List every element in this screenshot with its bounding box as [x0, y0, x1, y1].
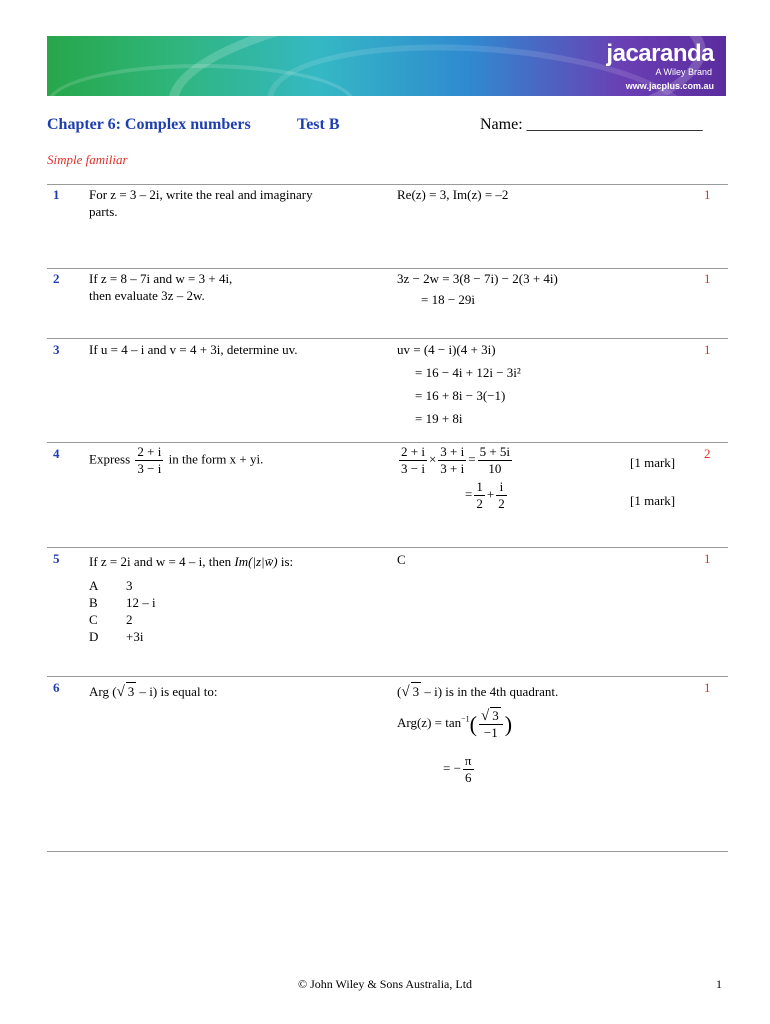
mark-note: [1 mark] — [630, 493, 676, 508]
fraction-numerator: 1 — [476, 479, 483, 494]
fraction-numerator: 2 + i — [137, 444, 162, 459]
question-text — [89, 444, 263, 477]
operator: = — [468, 451, 476, 467]
option-letter: A — [89, 578, 99, 593]
answer-text: C — [397, 552, 406, 567]
radical-sign: √ — [401, 684, 410, 700]
marks-value: 1 — [704, 680, 711, 695]
marks-value: 1 — [704, 271, 711, 286]
question-prefix: Arg ( — [89, 684, 117, 699]
question-number: 6 — [53, 680, 60, 695]
divider — [47, 851, 728, 852]
radicand: 3 — [492, 708, 499, 723]
operator: = — [465, 486, 473, 502]
question-number: 2 — [53, 271, 60, 286]
paren: ( — [397, 684, 402, 699]
fraction — [399, 444, 427, 477]
divider — [47, 547, 728, 548]
footer-copyright: © John Wiley & Sons Australia, Ltd — [297, 977, 473, 991]
working-line — [397, 444, 514, 477]
answer-working — [397, 682, 558, 786]
fraction-denominator: −1 — [483, 725, 498, 740]
question-number: 5 — [53, 551, 60, 566]
fraction-denominator: 10 — [488, 461, 502, 476]
fraction-numerator: π — [464, 753, 472, 768]
fraction — [496, 479, 507, 512]
marks-value: 1 — [704, 551, 711, 566]
working-text: – i) is in the 4th quadrant. — [424, 684, 559, 699]
brand-url: www.jacplus.com.au — [625, 81, 714, 91]
question-suffix: – i) is equal to: — [139, 684, 218, 699]
question-number: 3 — [53, 342, 60, 357]
option-letter: C — [89, 612, 98, 627]
working-line — [397, 707, 558, 741]
page-title: Chapter 6: Complex numbers — [47, 116, 251, 133]
operator: × — [428, 451, 437, 467]
operator: = − — [443, 760, 461, 776]
question-line: If z = 8 – 7i and w = 3 + 4i, — [89, 271, 233, 286]
option-value: 2 — [126, 612, 133, 627]
working-line: uv = (4 − i)(4 + 3i) — [397, 342, 496, 357]
option-value: +3i — [126, 629, 144, 644]
question-text — [89, 270, 232, 304]
marks-value: 2 — [704, 446, 711, 461]
math-expression: Im(|z|w̄) — [234, 554, 278, 569]
working-line — [397, 479, 514, 512]
question-prefix: Express — [89, 451, 131, 467]
question-line: then evaluate 3z – 2w. — [89, 288, 205, 303]
divider — [47, 442, 728, 443]
fraction-numerator: i — [496, 479, 507, 496]
fraction-denominator: 2 — [476, 496, 483, 511]
question-number: 4 — [53, 446, 60, 461]
question-number: 1 — [53, 187, 60, 202]
fraction-numerator: 5 + 5i — [479, 444, 511, 459]
fraction — [438, 444, 466, 477]
question-text: If u = 4 – i and v = 4 + 3i, determine uv. — [89, 342, 298, 357]
working-text: Arg(z) = tan — [397, 714, 462, 730]
fraction-denominator: 3 − i — [137, 461, 162, 476]
fraction — [463, 753, 474, 786]
option-value: 3 — [126, 578, 133, 593]
exponent: −1 — [461, 714, 470, 724]
answer-working — [397, 270, 558, 308]
fraction-denominator: 6 — [464, 770, 472, 785]
operator: + — [486, 486, 495, 502]
working-line: = 18 − 29i — [421, 292, 476, 307]
divider — [47, 338, 728, 339]
radical-sign: √ — [116, 684, 125, 700]
answer-text: Re(z) = 3, Im(z) = –2 — [397, 187, 509, 202]
fraction — [474, 479, 485, 512]
fraction-denominator: 3 − i — [401, 461, 425, 476]
question-text — [89, 186, 313, 220]
question-line: parts. — [89, 204, 118, 219]
working-line — [397, 753, 558, 786]
marks-value: 1 — [704, 342, 711, 357]
working-line: = 16 + 8i − 3(−1) — [415, 388, 506, 403]
working-line: 3z − 2w = 3(8 − 7i) − 2(3 + 4i) — [397, 271, 558, 286]
radical-sign: √ — [480, 708, 490, 724]
question-text — [89, 553, 293, 570]
fraction-numerator: 3 + i — [440, 444, 465, 459]
brand-subtitle: A Wiley Brand — [655, 67, 712, 77]
question-text — [89, 682, 218, 701]
answer-working — [397, 341, 521, 427]
divider — [47, 268, 728, 269]
bracket: ( — [469, 711, 477, 737]
working-line: = 16 − 4i + 12i − 3i² — [415, 365, 521, 380]
name-field-label: Name: ______________________ — [480, 116, 703, 133]
test-label: Test B — [297, 116, 340, 133]
question-line: For z = 3 – 2i, write the real and imaginary — [89, 187, 313, 202]
marks-value: 1 — [704, 187, 711, 202]
answer-working — [397, 444, 514, 512]
header-banner — [47, 36, 726, 96]
option-letter: B — [89, 595, 98, 610]
divider — [47, 676, 728, 677]
brand-logo: jacaranda — [606, 40, 714, 67]
working-line — [397, 682, 558, 701]
divider — [47, 184, 728, 185]
page-number: 1 — [716, 977, 722, 991]
fraction-denominator: 2 — [498, 496, 505, 511]
question-suffix: in the form x + yi. — [168, 451, 264, 467]
mark-note: [1 mark] — [630, 455, 676, 470]
radicand: 3 — [127, 684, 135, 699]
bracket: ) — [504, 711, 513, 737]
radicand: 3 — [412, 684, 420, 699]
option-letter: D — [89, 629, 99, 644]
question-prefix: If z = 2i and w = 4 – i, then — [89, 554, 232, 569]
section-heading: Simple familiar — [47, 152, 128, 167]
fraction — [479, 707, 503, 741]
fraction — [478, 444, 512, 477]
fraction-numerator — [479, 707, 503, 725]
fraction-numerator: 2 + i — [401, 444, 425, 459]
question-suffix: is: — [280, 554, 294, 569]
working-line: = 19 + 8i — [415, 411, 463, 426]
option-value: 12 – i — [126, 595, 156, 610]
fraction-denominator: 3 + i — [440, 461, 465, 476]
fraction — [135, 444, 163, 477]
